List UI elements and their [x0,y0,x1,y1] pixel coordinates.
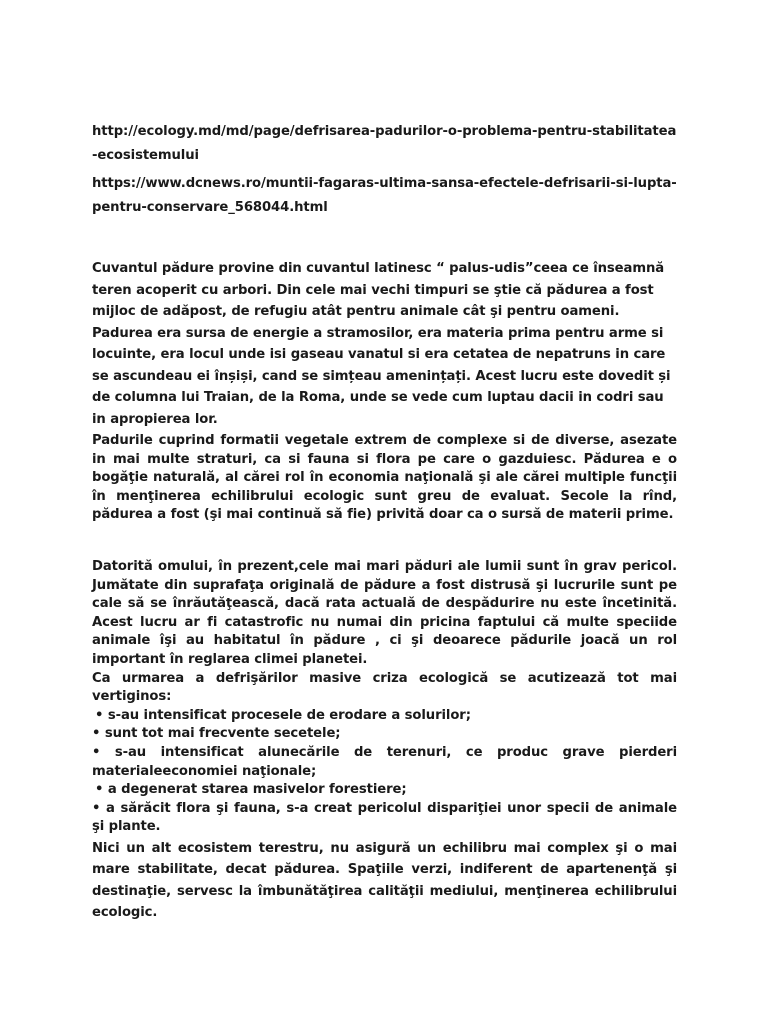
paragraph-etymology: Cuvantul pădure provine din cuvantul latinesc “ palus-udis”ceea ce înseamnă teren acoperit cu arbori. Din cele mai vechi timpuri se ştie că pădurea a fost mijloc de adăpost, de refugiu atât pentru animale cât şi pentru oameni. Padurea era sursa de energie a stramosilor, era materia prima pentru arme si locuinte, era locul unde isi gaseau vanatul si era cetatea de nepatruns in care se ascundeau ei înșiși, cand se simțeau amenințați. Acest lucru este dovedit și de columna lui Traian, de la Roma, unde se vede cum luptau dacii in codri sau in apropierea lor. [92,261,671,427]
source-link-ecology[interactable]: http://ecology.md/md/page/defrisarea-padurilor-o-problema-pentru-stabilitatea-ecosistemului [92,124,677,163]
section-deforestation [92,558,677,837]
paragraph-forest-structure: Padurile cuprind formatii vegetale extrem de complexe si de diverse, asezate in mai multe straturi, ca si fauna si flora pe care o gazduiesc. Pădurea e o bogăţie naturală, al cărei rol în economia naţională şi ale cărei multiple funcţii în menţinerea echilibrului ecologic sunt greu de evaluat. Secole la rînd, pădurea a fost (şi mai continuă să fie) privită doar ca o sursă de materii prime. [92,433,677,523]
paragraph-forest-danger: Datorită omului, în prezent,cele mai mari păduri ale lumii sunt în grav pericol. Jumătate din suprafaţa originală de pădure a fost distrusă şi lucrurile sunt pe cale să se înrăutăţească, dacă rata actuală de despădurire nu este încetinită. Acest lucru ar fi catastrofic nu numai din pricina faptului că multe speciide animale îşi au habitatul în pădure , ci şi deoarece pădurile joacă un rol important în reglarea climei planetei. [92,559,677,667]
crisis-intro: Ca urmarea a defrişărilor masive criza ecologică se acutizează tot mai vertiginos: [92,670,677,705]
list-item: • a sărăcit flora şi fauna, s-a creat pericolul dispariţiei unor specii de animale şi plante. [92,800,677,835]
list-item: • s-au intensificat alunecările de terenuri, ce produc grave pierderi materialeeconomiei naţionale; [92,744,677,779]
paragraph-ecosystem-stability: Nici un alt ecosistem terestru, nu asigură un echilibru mai complex şi o mai mare stabilitate, decat pădurea. Spaţiile verzi, indiferent de apartenenţă şi destinaţie, servesc la îmbunătăţirea calităţii mediului, menţinerea echilibrului ecologic. [92,841,677,921]
list-item: • sunt tot mai frecvente secetele; [92,726,341,742]
source-link-dcnews[interactable]: https://www.dcnews.ro/muntii-fagaras-ultima-sansa-efectele-defrisarii-si-lupta-pentru-conservare_568044.html [92,176,677,215]
list-item: • a degenerat starea masivelor forestiere; [95,782,407,798]
list-item: • s-au intensificat procesele de erodare a solurilor; [95,707,471,723]
